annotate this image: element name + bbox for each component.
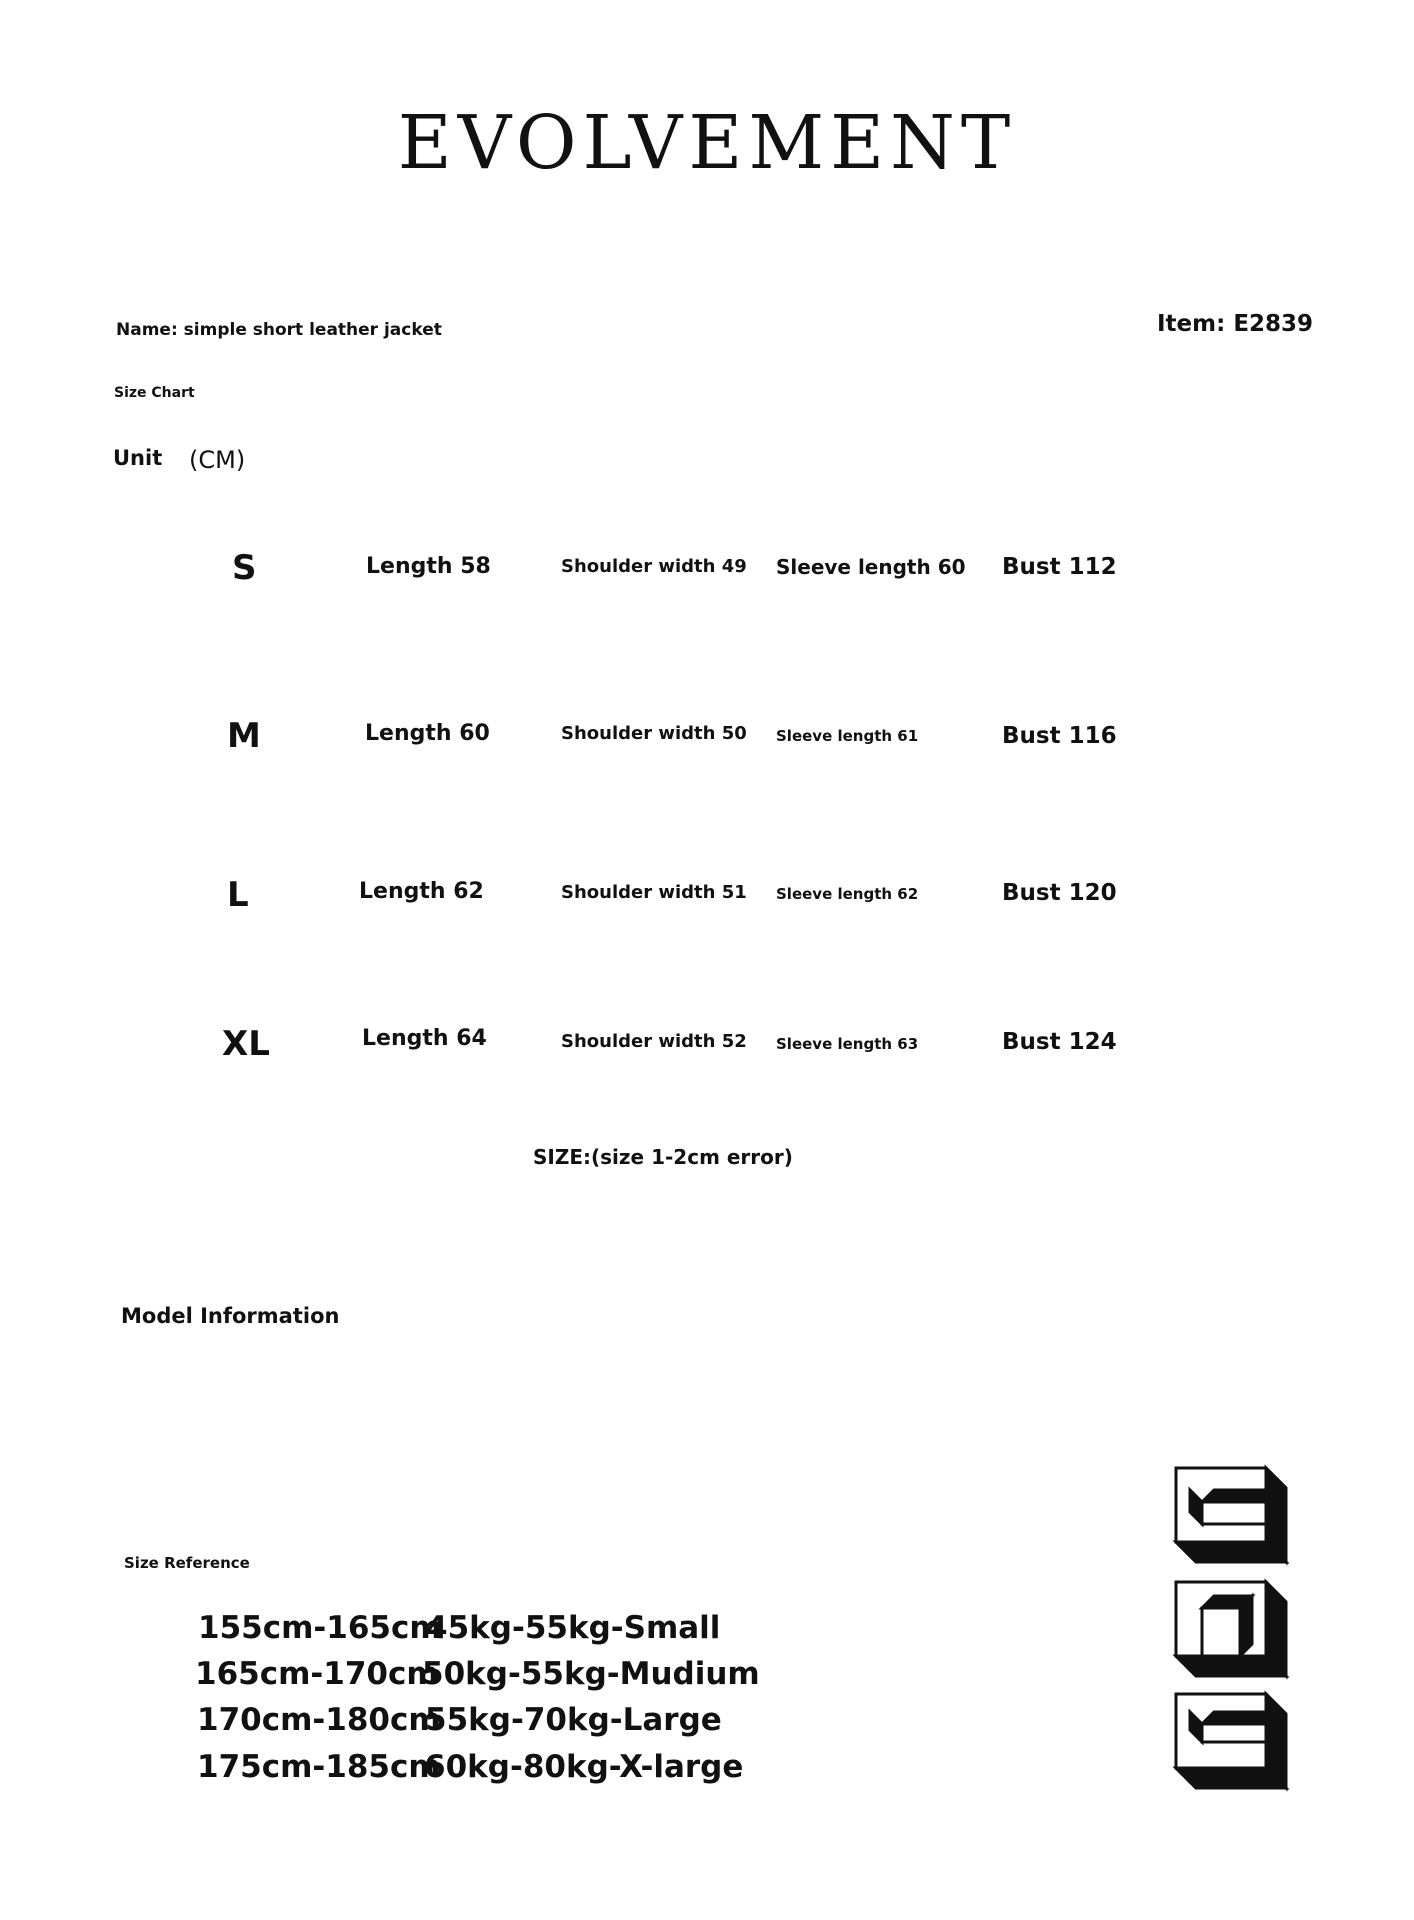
bust-value: Bust 124 <box>1002 1029 1117 1055</box>
bust-value: Bust 120 <box>1002 880 1117 906</box>
reference-weight-size: 50kg-55kg-Mudium <box>422 1656 760 1692</box>
shoulder-width-value: Shoulder width 51 <box>561 882 747 903</box>
reference-weight-size: 60kg-80kg-X-large <box>424 1749 744 1785</box>
reference-height: 155cm-165cm <box>198 1610 442 1646</box>
size-label: S <box>232 548 257 588</box>
length-value: Length 64 <box>362 1026 487 1051</box>
sleeve-length-value: Sleeve length 60 <box>776 555 966 579</box>
monogram-block-1 <box>1176 1468 1286 1562</box>
size-reference-heading: Size Reference <box>124 1554 250 1572</box>
reference-weight-size: 55kg-70kg-Large <box>425 1702 722 1738</box>
length-value: Length 58 <box>366 554 491 579</box>
sleeve-length-value: Sleeve length 63 <box>776 1035 919 1053</box>
length-value: Length 60 <box>365 721 490 746</box>
size-row-m <box>0 716 1414 776</box>
evo-3d-monogram-icon <box>1172 1462 1292 1797</box>
shoulder-width-value: Shoulder width 49 <box>561 556 747 577</box>
size-label: XL <box>222 1024 270 1064</box>
monogram-block-2 <box>1176 1582 1286 1676</box>
shoulder-width-value: Shoulder width 52 <box>561 1031 747 1052</box>
size-row-l <box>0 875 1414 935</box>
product-name: Name: simple short leather jacket <box>116 320 442 340</box>
size-row-xl <box>0 1024 1414 1084</box>
size-row-s <box>0 548 1414 608</box>
reference-weight-size: 45kg-55kg-Small <box>426 1610 721 1646</box>
length-value: Length 62 <box>359 879 484 904</box>
unit-label: Unit <box>113 446 163 470</box>
size-chart-heading: Size Chart <box>114 385 195 401</box>
size-label: L <box>227 875 249 915</box>
sleeve-length-value: Sleeve length 61 <box>776 727 919 745</box>
shoulder-width-value: Shoulder width 50 <box>561 723 747 744</box>
unit-value: (CM) <box>189 446 246 474</box>
reference-height: 165cm-170cm <box>195 1656 439 1692</box>
reference-height: 175cm-185cm <box>197 1749 441 1785</box>
brand-title: EVOLVEMENT <box>397 100 1017 186</box>
model-information-heading: Model Information <box>121 1304 340 1328</box>
bust-value: Bust 112 <box>1002 554 1117 580</box>
bust-value: Bust 116 <box>1002 723 1117 749</box>
monogram-block-3 <box>1176 1694 1286 1788</box>
sleeve-length-value: Sleeve length 62 <box>776 885 919 903</box>
size-label: M <box>227 716 261 756</box>
product-item-number: Item: E2839 <box>1157 311 1314 337</box>
reference-height: 170cm-180cm <box>197 1702 441 1738</box>
size-error-note: SIZE:(size 1-2cm error) <box>533 1145 793 1169</box>
